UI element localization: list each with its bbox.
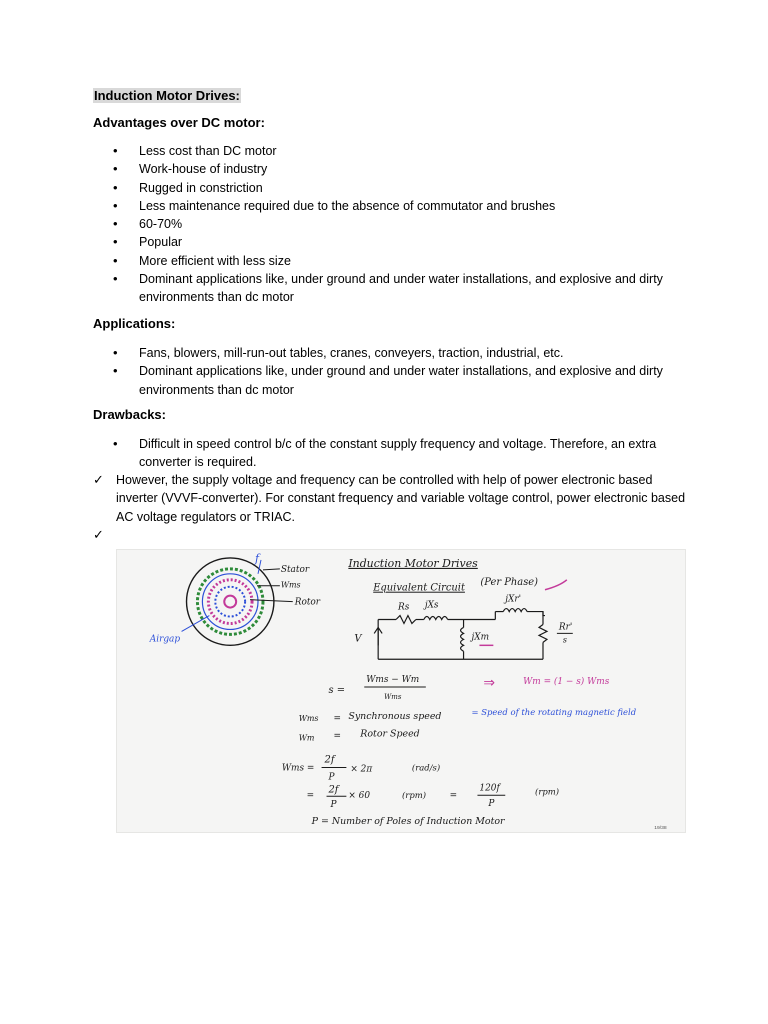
applications-list [93,344,693,399]
magenta-stroke [545,580,567,590]
eq1-numerator: 2f [324,754,335,766]
eq3-poles: P = Number of Poles of Induction Motor [311,816,505,828]
eq1-rest: × 2π [350,764,373,775]
bullet-icon: • [113,271,118,287]
bullet-icon: • [113,216,118,232]
slip-denominator: Wms [384,692,402,701]
slide-title: Induction Motor Drives [348,556,478,570]
document-title [93,88,241,104]
list-item: • Difficult in speed control b/c of the constant supply frequency and voltage. Therefore, an extra converter is required. [113,436,657,470]
slide-drawing [117,550,685,832]
airgap-label: Airgap [149,634,181,645]
v-label: V [354,633,362,645]
def-wm-text: Rotor Speed [360,728,420,740]
eq2b-numerator: 120f [479,783,500,794]
rotor-label: Rotor [294,597,321,608]
stator-label: Stator [280,564,310,575]
rr-label: Rr' [558,622,573,633]
bullet-icon: • [113,363,118,379]
slide-page-number: 19/38 [654,826,667,832]
bullet-icon: • [113,436,118,451]
def-wms-symbol: Wms [298,713,319,723]
list-item: • Less cost than DC motor [93,142,693,160]
applications-heading: Applications: [93,316,176,331]
wms-label: Wms [280,580,301,590]
motor-cross-section-diagram [182,558,293,645]
list-item: • Popular [93,233,693,251]
def-wms-blue: = Speed of the rotating magnetic field [471,706,637,717]
bullet-icon: • [113,143,118,158]
bullet-icon: • [113,234,118,250]
list-item: • Less maintenance required due to the absence of commutator and brushes [93,197,693,215]
list-item: • More efficient with less size [93,252,693,270]
bullet-icon: • [113,179,118,195]
equivalent-circuit-diagram [374,609,547,660]
eq2-unit: (rpm) [401,790,427,801]
drawbacks-list [93,435,693,472]
list-item: • Dominant applications like, under ground and under water installations, and explosive and dirty environments than dc motor [113,271,663,305]
eq2b-denominator: P [488,799,495,810]
title-highlight: Induction Motor Drives: [94,88,240,103]
eq2-equals: = [449,791,458,802]
eq2b-unit: (rpm) [535,786,560,797]
list-item: • Rugged in constriction [93,179,693,197]
def-wm-symbol: Wm [298,733,315,743]
list-item: • Fans, blowers, mill-run-out tables, cranes, conveyers, traction, industrial, etc. [93,344,693,362]
slip-lhs: s = [328,684,346,696]
bullet-icon: • [113,252,118,268]
list-item: • Dominant applications like, under ground and under water installations, and explosive and dirty environments than dc motor [113,363,663,397]
slide-subtitle: Equivalent Circuit [373,582,465,594]
drawbacks-heading: Drawbacks: [93,407,166,422]
eq1-lhs: Wms = [281,763,315,774]
list-item: • Work-house of industry [93,160,693,178]
eq1-unit: (rad/s) [411,762,441,773]
eq2-numerator: 2f [328,784,339,796]
s-label: s [562,635,567,645]
checkmark-icon: ✓ [93,526,104,542]
eq2-lhs: = [306,791,315,802]
bullet-icon: • [113,161,118,177]
jxm-label: jXm [471,632,490,643]
eq2-denominator: P [330,800,337,811]
advantages-heading: Advantages over DC motor: [93,115,265,130]
jxs-label: jXs [424,600,439,611]
bullet-icon: • [113,345,118,360]
lecture-slide-image [116,549,686,833]
implies-arrow: ⇒ [483,674,496,691]
checkmark-icon: ✓ [93,472,104,487]
per-phase-label: (Per Phase) [480,576,539,588]
eq1-denominator: P [328,772,335,783]
eq2-rest: × 60 [348,791,371,802]
jxr-label: jXr' [505,594,522,605]
checklist-item: ✓ However, the supply voltage and frequency can be controlled with help of power electronic based inverter (VVVF-converter). For constant frequency and variable voltage control, power electronic based AC voltage regulators or TRIAC. [93,472,686,524]
wm-equation: Wm = (1 − s) Wms [523,677,610,688]
def-wm-eq: = [333,731,341,742]
notes-list [93,471,693,542]
rs-label: Rs [398,602,410,613]
f-label: f [255,551,260,565]
list-item: • 60-70% [93,215,693,233]
slip-numerator: Wms − Wm [366,675,420,686]
def-wms-text: Synchronous speed [348,710,442,722]
bullet-icon: • [113,197,118,213]
def-wms-eq: = [333,713,341,724]
advantages-list [93,142,693,307]
